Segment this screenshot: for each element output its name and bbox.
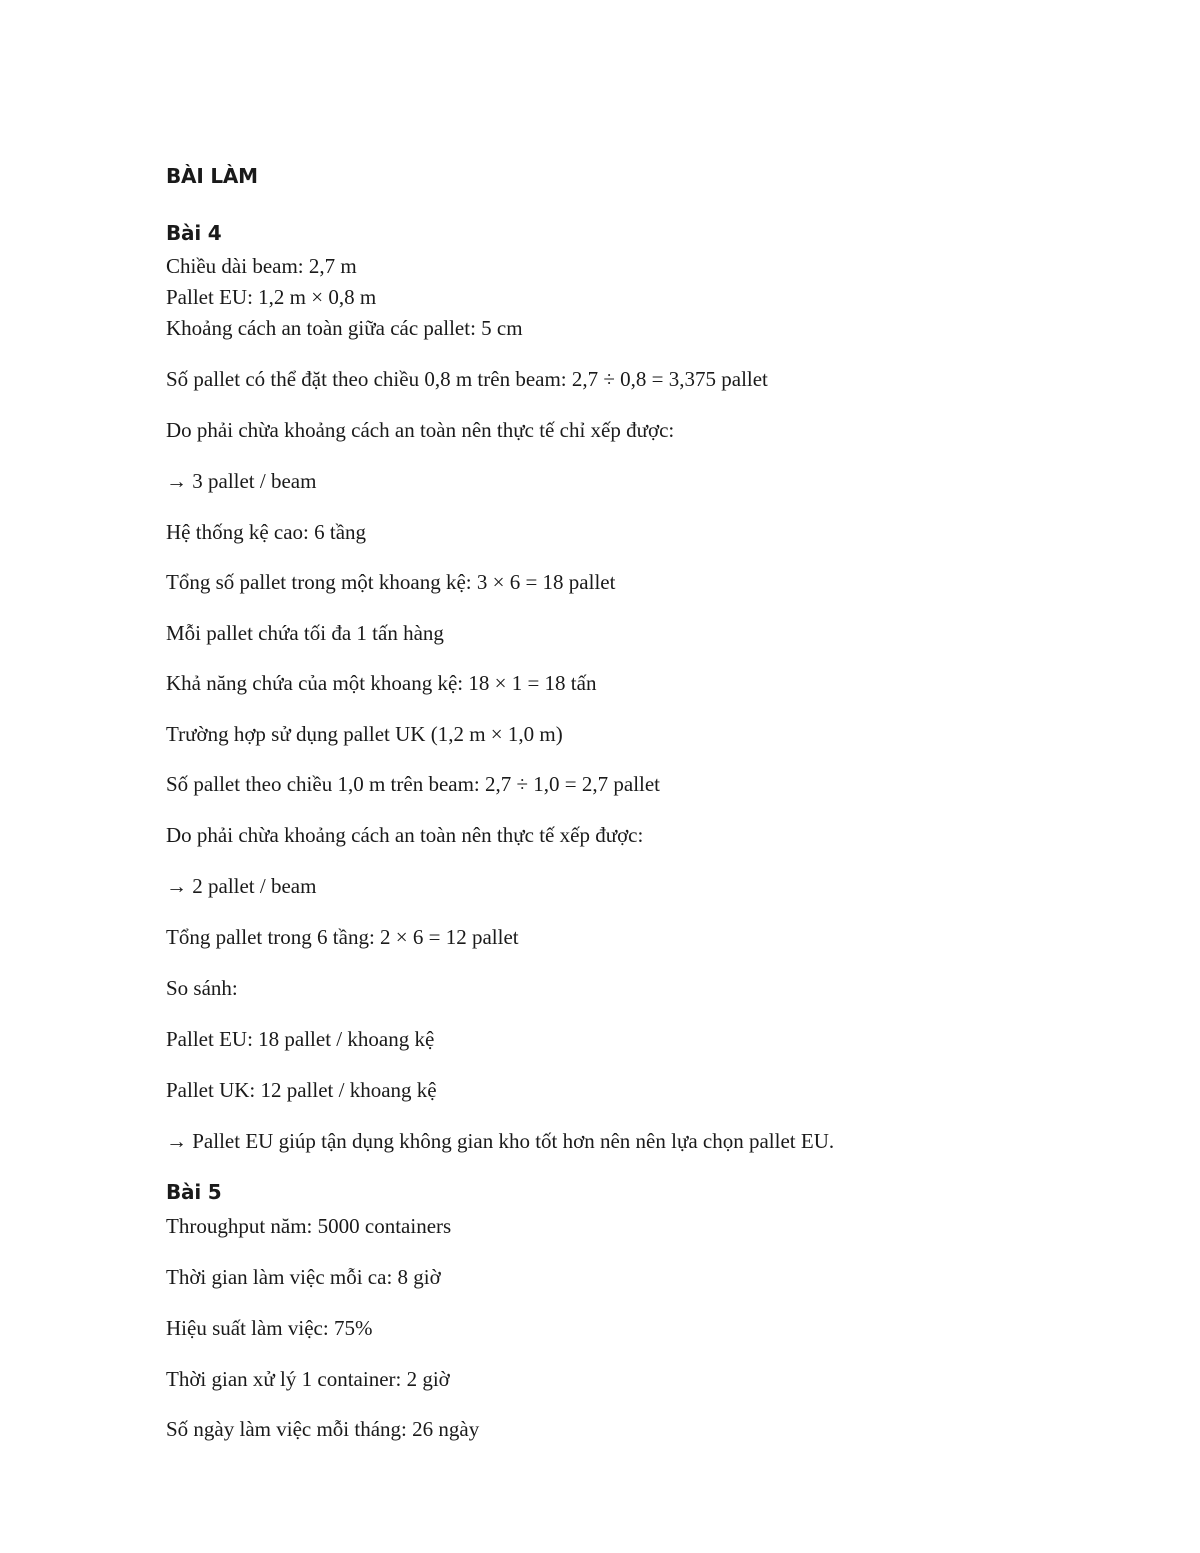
bai5-line-5: Số ngày làm việc mỗi tháng: 26 ngày <box>166 1417 480 1441</box>
bai4-line-8: Tổng số pallet trong một khoang kệ: 3 × 6 = 18 pallet <box>166 570 616 594</box>
bai4-line-7: Hệ thống kệ cao: 6 tầng <box>166 520 367 544</box>
section-heading-bai5: Bài 5 <box>166 1180 222 1204</box>
bai4-line-2: Pallet EU: 1,2 m × 0,8 m <box>166 285 377 309</box>
bai4-line-15: Tổng pallet trong 6 tầng: 2 × 6 = 12 pallet <box>166 925 519 949</box>
bai4-line-19: → Pallet EU giúp tận dụng không gian kho tốt hơn nên nên lựa chọn pallet EU. <box>166 1129 835 1153</box>
bai4-line-16: So sánh: <box>166 976 238 1000</box>
bai5-line-2: Thời gian làm việc mỗi ca: 8 giờ <box>166 1265 441 1289</box>
document-title: BÀI LÀM <box>166 164 258 188</box>
bai5-line-1: Throughput năm: 5000 containers <box>166 1214 452 1238</box>
bai5-line-4: Thời gian xử lý 1 container: 2 giờ <box>166 1367 450 1391</box>
bai4-line-11: Trường hợp sử dụng pallet UK (1,2 m × 1,0 m) <box>166 722 563 746</box>
bai4-line-1: Chiều dài beam: 2,7 m <box>166 254 357 278</box>
bai4-line-5: Do phải chừa khoảng cách an toàn nên thực tế chỉ xếp được: <box>166 418 675 442</box>
bai4-line-9: Mỗi pallet chứa tối đa 1 tấn hàng <box>166 621 444 645</box>
bai5-line-3: Hiệu suất làm việc: 75% <box>166 1316 373 1340</box>
bai4-line-13: Do phải chừa khoảng cách an toàn nên thực tế xếp được: <box>166 823 644 847</box>
bai4-line-4: Số pallet có thể đặt theo chiều 0,8 m trên beam: 2,7 ÷ 0,8 = 3,375 pallet <box>166 367 768 391</box>
bai4-line-12: Số pallet theo chiều 1,0 m trên beam: 2,7 ÷ 1,0 = 2,7 pallet <box>166 772 661 796</box>
bai4-line-6: → 3 pallet / beam <box>166 469 317 493</box>
bai4-line-3: Khoảng cách an toàn giữa các pallet: 5 cm <box>166 316 523 340</box>
bai4-line-14: → 2 pallet / beam <box>166 874 317 898</box>
bai4-line-17: Pallet EU: 18 pallet / khoang kệ <box>166 1027 435 1051</box>
bai4-line-18: Pallet UK: 12 pallet / khoang kệ <box>166 1078 437 1102</box>
section-heading-bai4: Bài 4 <box>166 221 222 245</box>
bai4-line-10: Khả năng chứa của một khoang kệ: 18 × 1 = 18 tấn <box>166 671 597 695</box>
